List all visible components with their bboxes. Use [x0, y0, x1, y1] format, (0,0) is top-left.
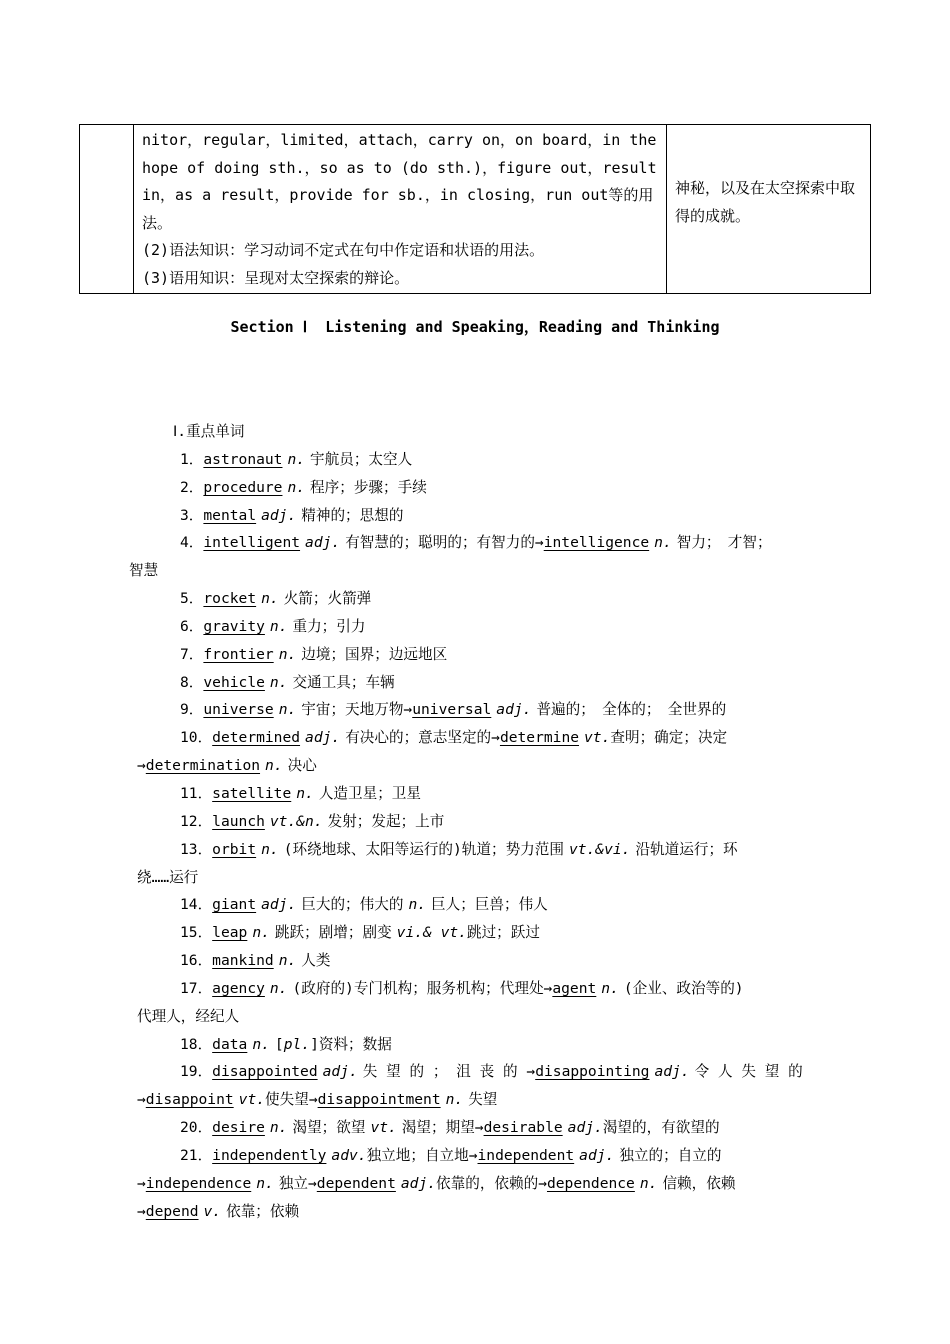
vocab-entry: 15．leap n. 跳跃；剧增；剧变 vi.& vt.跳过；跃过 — [180, 924, 540, 942]
vocab-word: disappointment — [317, 1091, 441, 1109]
vocab-entry: 8．vehicle n. 交通工具；车辆 — [180, 673, 395, 691]
vocab-entry: 9．universe n. 宇宙；天地万物→universal adj. 普遍的； 全体的； 全世界的 — [180, 701, 727, 719]
vocab-word: giant — [212, 896, 257, 914]
vocab-word: universe — [203, 701, 274, 719]
vocab-word: rocket — [203, 590, 257, 608]
cell-line: (2)语法知识：学习动词不定式在句中作定语和状语的用法。 — [142, 241, 545, 259]
cell-line: 得的成就。 — [675, 206, 751, 225]
vocab-word: procedure — [203, 478, 283, 496]
vocab-word: disappoint — [145, 1091, 234, 1109]
vocab-word: determination — [145, 757, 261, 775]
section-title: Section Ⅰ Listening and Speaking，Reading and Thinking — [230, 318, 720, 336]
cell-line: 法。 — [142, 213, 173, 232]
vocab-word: launch — [212, 812, 265, 830]
cell-line: (3)语用知识：呈现对太空探索的辩论。 — [142, 268, 410, 287]
table-cell-knowledge — [134, 125, 667, 294]
vocab-word: mental — [203, 506, 257, 524]
vocab-word: dependence — [546, 1174, 635, 1192]
vocab-word: satellite — [212, 784, 292, 802]
vocab-entry: 13．orbit n. (环绕地球、太阳等运行的)轨道；势力范围 vt.&vi. 沿轨道运行；环 — [180, 840, 738, 858]
vocab-entry-continued: →independence n. 独立→dependent adj.依靠的，依赖的→dependence n. 信赖，依赖 — [137, 1174, 736, 1192]
cell-line: nitor，regular，limited，attach，carry on，on board，in the — [142, 131, 657, 149]
vocab-word: gravity — [203, 617, 265, 635]
cell-line: 神秘，以及在太空探索中取 — [675, 179, 856, 197]
vocab-entry: 19．disappointed adj. 失 望 的 ； 沮 丧 的 →disappointing adj. 令 人 失 望 的 — [180, 1063, 803, 1081]
vocabulary-list — [129, 418, 827, 1225]
vocab-entry: 3．mental adj. 精神的；思想的 — [180, 506, 404, 524]
vocab-word: desire — [212, 1119, 265, 1137]
vocab-word: orbit — [212, 840, 257, 858]
vocab-word: independent — [477, 1146, 575, 1164]
vocab-word: disappointed — [212, 1063, 318, 1081]
vocab-entry: 17．agency n. (政府的)专门机构；服务机构；代理处→agent n. (企业、政治等的) — [180, 979, 744, 997]
vocab-word: depend — [145, 1202, 199, 1220]
vocab-word: frontier — [203, 645, 274, 663]
vocab-entry-continued: 代理人，经纪人 — [137, 1007, 240, 1025]
vocab-entry-continued: 绕……运行 — [137, 868, 199, 886]
cell-line: in，as a result，provide for sb.，in closing，run out等的用 — [142, 186, 654, 204]
vocab-entry: 4．intelligent adj. 有智慧的；聪明的；有智力的→intelligence n. 智力； 才智； — [180, 534, 772, 552]
vocab-entry: 16．mankind n. 人类 — [180, 952, 331, 970]
vocab-heading: Ⅰ.重点单词 — [173, 423, 245, 440]
vocab-entry: 12．launch vt.&n. 发射；发起；上市 — [180, 812, 445, 830]
vocab-word: data — [212, 1035, 248, 1053]
vocab-entry: 5．rocket n. 火箭；火箭弹 — [180, 590, 372, 608]
vocab-entry: 2．procedure n. 程序；步骤；手续 — [180, 478, 427, 496]
vocab-word: independence — [145, 1174, 252, 1192]
vocab-word: leap — [212, 924, 248, 942]
course-objectives-table — [79, 124, 871, 294]
vocab-entry: 10．determined adj. 有决心的；意志坚定的→determine vt.查明；确定；决定 — [180, 729, 728, 747]
vocab-entry-continued: →depend v. 依靠；依赖 — [137, 1202, 300, 1220]
vocab-entry-continued: →determination n. 决心 — [137, 757, 317, 775]
vocab-entry: 7．frontier n. 边境；国界；边远地区 — [180, 645, 448, 663]
vocab-word: universal — [412, 701, 492, 719]
vocab-entry: 20．desire n. 渴望；欲望 vt. 渴望；期望→desirable adj.渴望的，有欲望的 — [180, 1119, 720, 1137]
vocab-word: intelligence — [543, 534, 650, 552]
vocab-word: vehicle — [203, 673, 265, 691]
vocab-entry: 14．giant adj. 巨大的；伟大的 n. 巨人；巨兽；伟人 — [180, 896, 548, 914]
vocab-word: determine — [499, 729, 580, 747]
vocab-word: disappointing — [535, 1063, 650, 1081]
vocab-entry: 11．satellite n. 人造卫星；卫星 — [180, 784, 421, 802]
vocab-word: desirable — [483, 1119, 563, 1137]
vocab-entry-continued: 智慧 — [129, 562, 159, 580]
cell-line: hope of doing sth.，so as to (do sth.)，figure out，result — [142, 158, 657, 177]
table-cell-empty — [80, 125, 134, 294]
vocab-entry-continued: →disappoint vt.使失望→disappointment n. 失望 — [137, 1091, 498, 1109]
vocab-word: agency — [212, 979, 265, 997]
vocab-word: intelligent — [203, 534, 301, 552]
vocab-word: mankind — [212, 952, 274, 970]
vocab-word: astronaut — [203, 450, 283, 468]
vocab-entry: 21．independently adv.独立地；自立地→independent adj. 独立的；自立的 — [180, 1146, 722, 1164]
vocab-entry: 6．gravity n. 重力；引力 — [180, 617, 366, 635]
vocab-word: dependent — [316, 1174, 396, 1192]
vocab-entry: 18．data n. [pl.]资料；数据 — [180, 1035, 392, 1053]
vocab-word: independently — [212, 1146, 327, 1164]
vocab-word: determined — [212, 729, 301, 747]
vocab-entry: 1．astronaut n. 宇航员；太空人 — [180, 450, 413, 468]
vocab-word: agent — [552, 979, 597, 997]
table-cell-goal — [667, 125, 871, 294]
